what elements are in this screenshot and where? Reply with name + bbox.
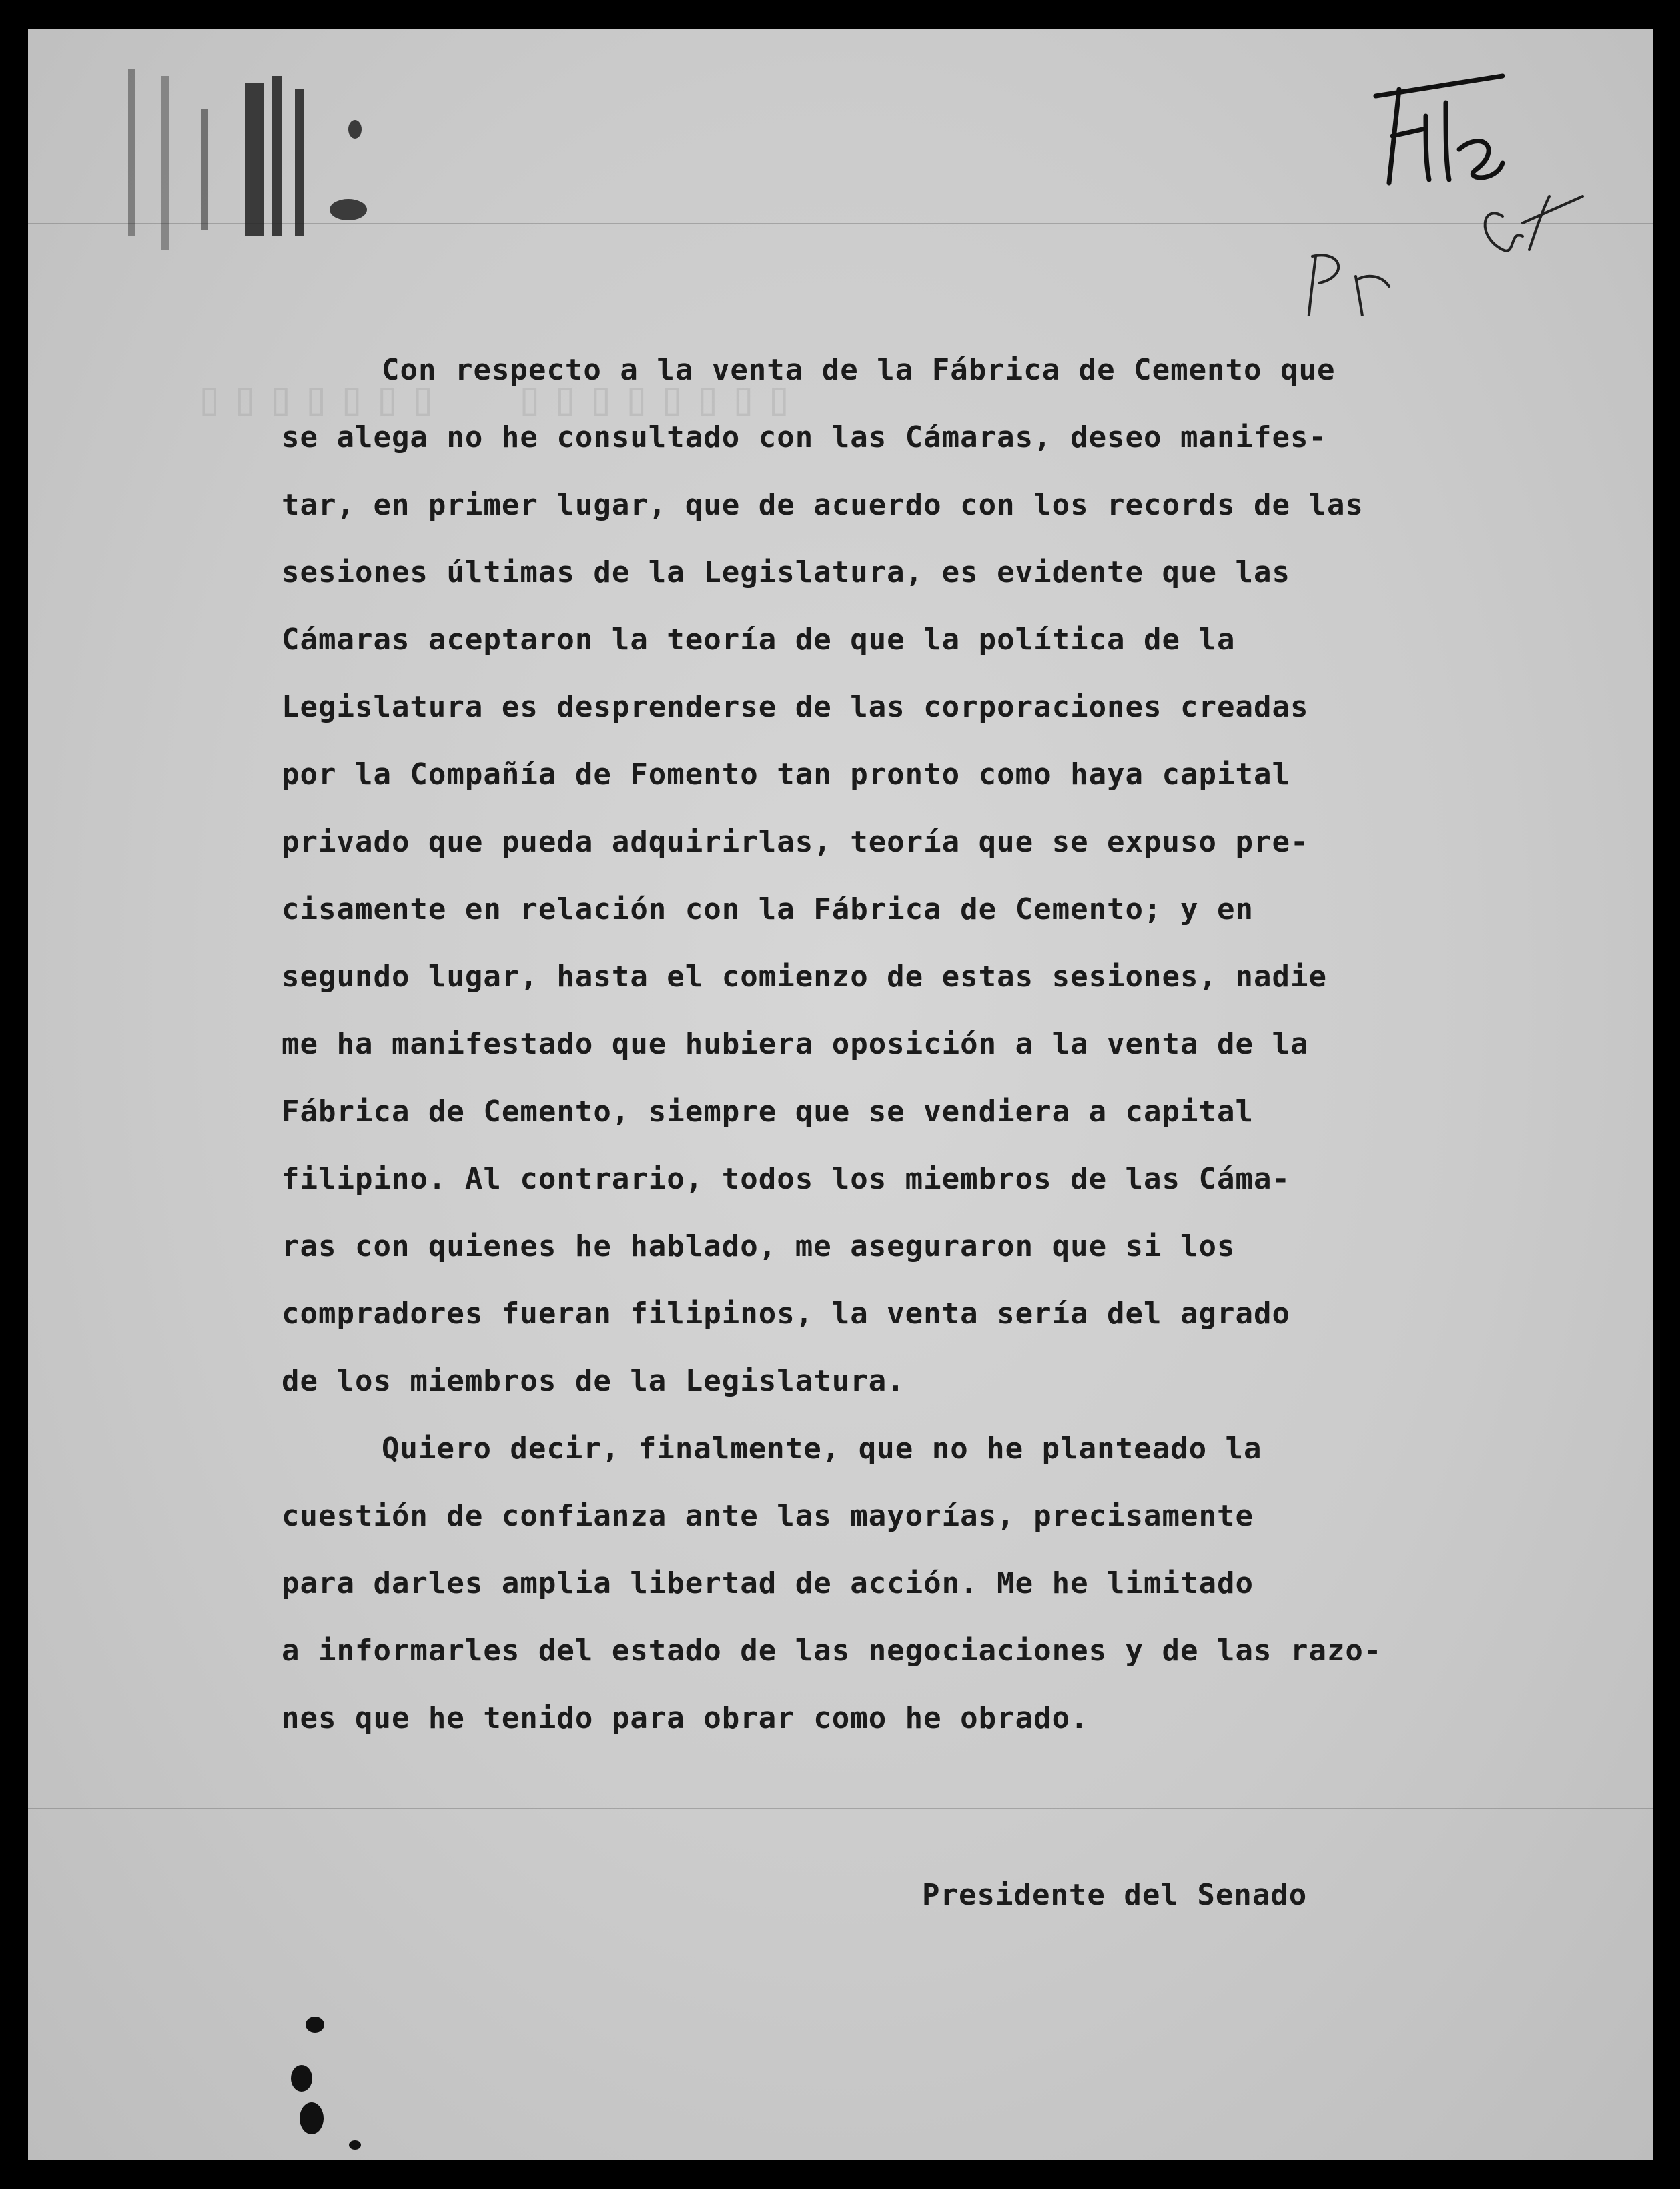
text-line: ras con quienes he hablado, me aseguraron que si los [282, 1229, 1236, 1263]
text-line: Legislatura es desprenderse de las corporaciones creadas [282, 690, 1309, 724]
text-line: por la Compañía de Fomento tan pronto como haya capital [282, 757, 1290, 792]
text-line: me ha manifestado que hubiera oposición a la venta de la [282, 1027, 1309, 1061]
text-line: de los miembros de la Legislatura. [282, 1364, 905, 1398]
ink-blots-bottom-left [275, 2005, 382, 2158]
text-line: a informarles del estado de las negociaciones y de las razo- [282, 1634, 1382, 1668]
text-line: sesiones últimas de la Legislatura, es evidente que las [282, 555, 1290, 589]
text-line: para darles amplia libertad de acción. Me he limitado [282, 1566, 1254, 1600]
text-line: cisamente en relación con la Fábrica de Cemento; y en [282, 892, 1254, 926]
text-line: compradores fueran filipinos, la venta sería del agrado [282, 1297, 1290, 1331]
signature-line: Presidente del Senado [922, 1878, 1308, 1912]
faint-stamp-ghost: ▯▯▯▯▯▯▯ ▯▯▯▯▯▯▯▯ [195, 370, 800, 426]
paragraph-2 [282, 1415, 1549, 1752]
fold-line-bottom [28, 1808, 1653, 1809]
text-line: tar, en primer lugar, que de acuerdo con los records de las [282, 488, 1364, 522]
text-line: se alega no he consultado con las Cámaras, deseo manifes- [282, 420, 1327, 454]
text-line: Fábrica de Cemento, siempre que se vendiera a capital [282, 1094, 1254, 1129]
text-line: cuestión de confianza ante las mayorías, precisamente [282, 1499, 1254, 1533]
text-line: segundo lugar, hasta el comienzo de estas sesiones, nadie [282, 960, 1327, 994]
text-line: nes que he tenido para obrar como he obrado. [282, 1701, 1089, 1735]
text-line: Quiero decir, finalmente, que no he planteado la [382, 1432, 1262, 1466]
document-page [28, 29, 1653, 2160]
letter-body [282, 336, 1549, 1752]
text-line: Con respecto a la venta de la Fábrica de Cemento que [382, 353, 1336, 387]
text-line: Cámaras aceptaron la teoría de que la política de la [282, 623, 1236, 657]
text-line: privado que pueda adquirirlas, teoría que se expuso pre- [282, 825, 1309, 859]
handwritten-note [1282, 36, 1629, 316]
paragraph-1 [282, 336, 1549, 1415]
ink-marks-top-left [101, 56, 435, 256]
text-line: filipino. Al contrario, todos los miembros de las Cáma- [282, 1162, 1290, 1196]
